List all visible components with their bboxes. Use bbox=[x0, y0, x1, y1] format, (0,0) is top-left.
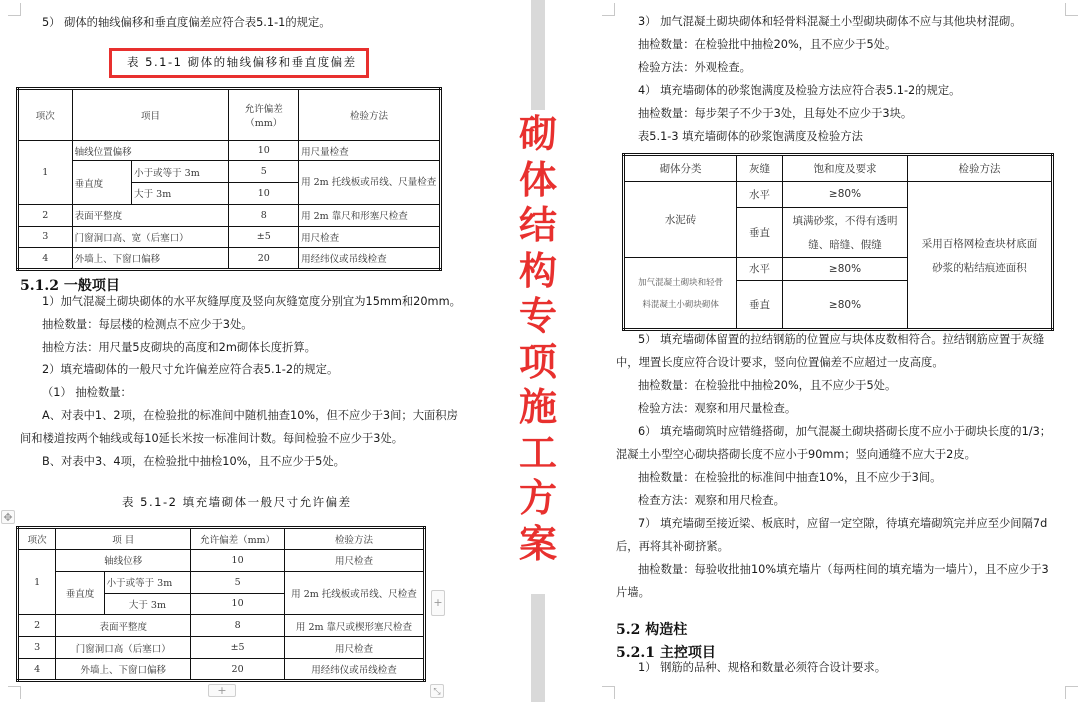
paragraph: 抽检数量：每验收批抽10%填充墙片（每两柱间的填充墙为一墙片），且不应少于3 bbox=[638, 563, 1049, 576]
subsection-heading: 5.2.1 主控项目 bbox=[616, 645, 716, 661]
paragraph: 2）填充墙砌体的一般尺寸允许偏差应符合表5.1-2的规定。 bbox=[42, 363, 339, 376]
cell: 20 bbox=[191, 659, 285, 681]
header-line: 允许偏差 bbox=[244, 103, 283, 115]
add-row-button[interactable]: + bbox=[208, 684, 236, 697]
cell-line: 缝、暗缝、假缝 bbox=[808, 238, 882, 251]
title-char: 方 bbox=[518, 476, 557, 520]
cell: 1 bbox=[18, 140, 73, 204]
cell: ≥80% bbox=[782, 281, 907, 330]
table-row bbox=[18, 659, 425, 681]
table-row bbox=[18, 571, 425, 593]
cell: 用 2m 托线板或吊线、尺量检查 bbox=[299, 161, 441, 204]
cell: 10 bbox=[191, 549, 285, 571]
table-caption: 表5.1-3 填充墙砌体的砂浆饱满度及检验方法 bbox=[638, 130, 863, 143]
paragraph: 抽检数量：每层楼的检测点不应少于3处。 bbox=[42, 318, 253, 331]
cell-line: 砂浆的粘结痕迹面积 bbox=[932, 261, 1027, 274]
cell: 水平 bbox=[737, 257, 783, 281]
table-row bbox=[18, 637, 425, 659]
paragraph: （1） 抽检数量： bbox=[42, 386, 132, 399]
cell: 垂直 bbox=[737, 207, 783, 257]
page-separator bbox=[531, 594, 545, 702]
cell: 水平 bbox=[737, 182, 783, 208]
section-heading: 5.1.2 一般项目 bbox=[20, 278, 120, 294]
cell: 用尺量检查 bbox=[299, 140, 441, 161]
table-5-1-1 bbox=[16, 87, 442, 271]
cell: 用经纬仪或吊线检查 bbox=[299, 248, 441, 270]
cell: 小于或等于 3m bbox=[104, 571, 191, 593]
title-char: 工 bbox=[518, 430, 557, 475]
table-row bbox=[624, 182, 1053, 208]
paragraph: 5） 砌体的轴线偏移和垂直度偏差应符合表5.1-1的规定。 bbox=[42, 16, 331, 29]
title-char: 案 bbox=[518, 521, 557, 566]
paragraph: A、对表中1、2项，在检验批的标准间中随机抽查10%，但不应少于3间；大面积房 bbox=[42, 409, 458, 422]
title-char: 结 bbox=[518, 203, 557, 247]
header-cell: 项次 bbox=[18, 89, 73, 141]
header-line: （mm） bbox=[245, 117, 283, 129]
paragraph: 1）加气混凝土砌块砌体的水平灰缝厚度及竖向灰缝宽度分别宜为15mm和20mm。 bbox=[42, 295, 461, 308]
paragraph: 间和楼道按两个轴线或每10延长米按一标准间计数。每间检验不应少于3处。 bbox=[20, 432, 404, 445]
cell: 4 bbox=[18, 248, 73, 270]
page-corner-mark bbox=[8, 686, 21, 699]
cell-line: 采用百格网检查块材底面 bbox=[921, 237, 1038, 250]
cell: 8 bbox=[229, 204, 299, 226]
paragraph: 5） 填充墙砌体留置的拉结钢筋的位置应与块体皮数相符合。拉结钢筋应置于灰缝 bbox=[638, 333, 1045, 346]
cell: 5 bbox=[229, 161, 299, 183]
cell bbox=[782, 207, 907, 257]
title-char: 砌 bbox=[518, 112, 557, 156]
cell: 垂直 bbox=[737, 281, 783, 330]
page-corner-mark bbox=[602, 3, 615, 16]
cell: 垂直度 bbox=[72, 161, 132, 204]
paragraph: 检验方法：外观检查。 bbox=[638, 61, 751, 74]
table-caption: 表 5.1-2 填充墙砌体一般尺寸允许偏差 bbox=[122, 495, 352, 509]
cell: 水泥砖 bbox=[624, 182, 737, 258]
title-char: 项 bbox=[518, 339, 557, 384]
header-cell: 项次 bbox=[18, 528, 56, 550]
paragraph: 检验方法：观察和用尺量检查。 bbox=[638, 402, 797, 415]
title-char: 施 bbox=[518, 385, 557, 429]
paragraph: 混凝土小型空心砌块搭砌长度不应小于90mm；竖向通缝不应大于2皮。 bbox=[616, 448, 976, 461]
page-corner-mark bbox=[1065, 686, 1078, 699]
paragraph: B、对表中3、4项，在检验批中抽检10%，且不应少于5处。 bbox=[42, 455, 345, 468]
paragraph: 4） 填充墙砌体的砂浆饱满度及检验方法应符合表5.1-2的规定。 bbox=[638, 84, 961, 97]
paragraph: 7） 填充墙砌至接近梁、板底时，应留一定空隙，待填充墙砌筑完并应至少间隔7d bbox=[638, 517, 1048, 530]
document-page-left bbox=[0, 0, 480, 702]
cell: 8 bbox=[191, 615, 285, 637]
paragraph: 3） 加气混凝土砌块砌体和轻骨料混凝土小型砌块砌体不应与其他块材混砌。 bbox=[638, 15, 1022, 28]
cell: 用经纬仪或吊线检查 bbox=[284, 659, 424, 681]
header-cell: 饱和度及要求 bbox=[782, 155, 907, 182]
title-char: 专 bbox=[518, 294, 557, 338]
cell: 表面平整度 bbox=[56, 615, 191, 637]
cell: 垂直度 bbox=[56, 571, 104, 615]
paragraph: 抽检数量：在检验批中抽检20%，且不应少于5处。 bbox=[638, 38, 897, 51]
paragraph: 抽检数量：每步架子不少于3处，且每处不应少于3块。 bbox=[638, 107, 913, 120]
cell: 3 bbox=[18, 637, 56, 659]
header-cell: 砌体分类 bbox=[624, 155, 737, 182]
add-column-button[interactable]: + bbox=[431, 590, 445, 616]
cell: 10 bbox=[229, 183, 299, 205]
header-cell: 检验方法 bbox=[908, 155, 1053, 182]
cell: 3 bbox=[18, 226, 73, 248]
page-corner-mark bbox=[1065, 3, 1078, 16]
paragraph: 检查方法：观察和用尺检查。 bbox=[638, 494, 785, 507]
page-corner-mark bbox=[8, 3, 21, 16]
section-heading: 5.2 构造柱 bbox=[616, 622, 688, 638]
cell: 用 2m 靠尺和形塞尺检查 bbox=[299, 204, 441, 226]
cell bbox=[624, 257, 737, 329]
cell: 5 bbox=[191, 571, 285, 593]
paragraph: 中，埋置长度应符合设计要求，竖向位置偏差不应超过一皮高度。 bbox=[616, 356, 944, 369]
cell: ≥80% bbox=[782, 257, 907, 281]
overlay-title bbox=[510, 112, 566, 567]
table-caption: 表 5.1-1 砌体的轴线偏移和垂直度偏差 bbox=[127, 55, 357, 69]
cell-line: 料混凝土小砌块砌体 bbox=[642, 299, 719, 310]
cell: 轴线位置偏移 bbox=[72, 140, 229, 161]
cell: 用尺检查 bbox=[284, 637, 424, 659]
table-row bbox=[18, 615, 425, 637]
paragraph: 抽检数量：在检验批中抽检20%，且不应少于5处。 bbox=[638, 379, 897, 392]
cell: ±5 bbox=[191, 637, 285, 659]
cell: 用尺检查 bbox=[299, 226, 441, 248]
cell: 门窗洞口高、宽（后塞口） bbox=[72, 226, 229, 248]
cell: 用 2m 托线板或吊线、尺检查 bbox=[284, 571, 424, 615]
table-resize-handle-icon[interactable]: ⤡ bbox=[430, 684, 444, 698]
title-char: 体 bbox=[518, 157, 557, 202]
table-row bbox=[18, 161, 441, 183]
cell: 用 2m 靠尺或楔形塞尺检查 bbox=[284, 615, 424, 637]
table-row bbox=[18, 248, 441, 270]
cell: ±5 bbox=[229, 226, 299, 248]
cell-line: 加气混凝土砌块和轻骨 bbox=[638, 277, 724, 288]
paragraph: 后，再将其补砌挤紧。 bbox=[616, 540, 729, 553]
paragraph: 片墙。 bbox=[616, 586, 650, 599]
document-page-right bbox=[600, 0, 1080, 702]
table-5-1-2 bbox=[16, 526, 426, 682]
header-cell: 检验方法 bbox=[299, 89, 441, 141]
cell: 2 bbox=[18, 204, 73, 226]
header-cell: 项目 bbox=[72, 89, 229, 141]
cell: 10 bbox=[229, 140, 299, 161]
cell: 大于 3m bbox=[104, 593, 191, 615]
cell: 用尺检查 bbox=[284, 549, 424, 571]
table-row bbox=[18, 226, 441, 248]
cell: 大于 3m bbox=[132, 183, 229, 205]
cell: 表面平整度 bbox=[72, 204, 229, 226]
cell: 20 bbox=[229, 248, 299, 270]
paragraph: 6） 填充墙砌筑时应错缝搭砌，加气混凝土砌块搭砌长度不应小于砌块长度的1/3； bbox=[638, 425, 1052, 438]
table-move-handle-icon[interactable]: ✥ bbox=[1, 510, 15, 524]
header-cell: 项 目 bbox=[56, 528, 191, 550]
cell bbox=[908, 182, 1053, 330]
paragraph: 抽检数量：在检验批的标准间中抽查10%，且不应少于3间。 bbox=[638, 471, 942, 484]
table-row bbox=[18, 204, 441, 226]
cell: 外墙上、下窗口偏移 bbox=[72, 248, 229, 270]
header-cell: 允许偏差（mm） bbox=[191, 528, 285, 550]
cell: 1 bbox=[18, 549, 56, 615]
title-char: 构 bbox=[518, 248, 557, 293]
header-cell: 灰缝 bbox=[737, 155, 783, 182]
header-cell: 检验方法 bbox=[284, 528, 424, 550]
cell: 门窗洞口高（后塞口） bbox=[56, 637, 191, 659]
header-cell bbox=[229, 89, 299, 141]
page-corner-mark bbox=[602, 686, 615, 699]
cell: 4 bbox=[18, 659, 56, 681]
cell: 轴线位移 bbox=[56, 549, 191, 571]
page-separator bbox=[531, 0, 545, 110]
table-row bbox=[18, 140, 441, 161]
paragraph: 1） 钢筋的品种、规格和数量必须符合设计要求。 bbox=[638, 661, 887, 674]
cell: 10 bbox=[191, 593, 285, 615]
cell-line: 填满砂浆，不得有透明 bbox=[792, 214, 898, 227]
cell: ≥80% bbox=[782, 182, 907, 208]
cell: 外墙上、下窗口偏移 bbox=[56, 659, 191, 681]
table-5-1-3 bbox=[622, 153, 1054, 331]
cell: 2 bbox=[18, 615, 56, 637]
table-row bbox=[18, 549, 425, 571]
paragraph: 抽检方法：用尺量5皮砌块的高度和2m砌体长度折算。 bbox=[42, 341, 316, 354]
cell: 小于或等于 3m bbox=[132, 161, 229, 183]
